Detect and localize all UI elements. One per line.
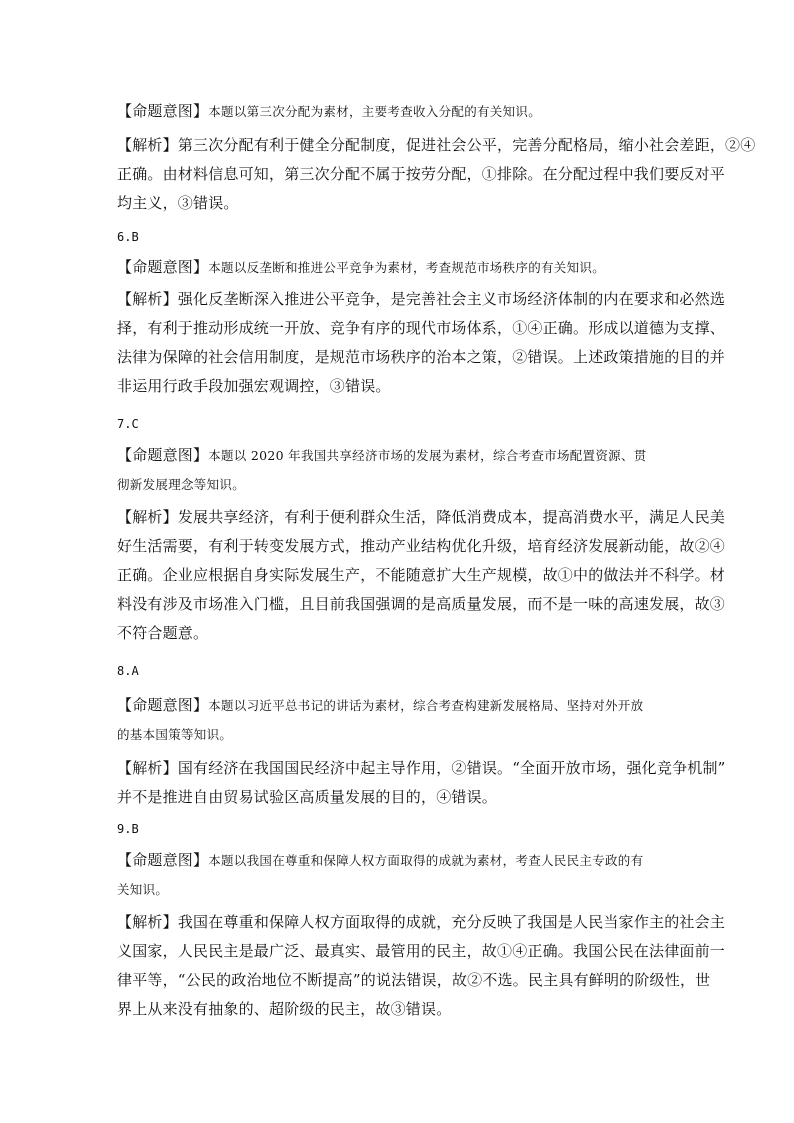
text-line: 好生活需要，有利于转变发展方式，推动产业结构优化升级，培育经济发展新动能，故②④ <box>117 537 726 555</box>
text-line: 的基本国策等知识。 <box>117 727 233 742</box>
text-line: 均主义，③错误。 <box>117 194 239 212</box>
answer-key: 9.B <box>117 822 139 836</box>
question-intent <box>117 846 677 904</box>
section-tag: 【解析】 <box>117 136 178 154</box>
text-line: 正确。由材料信息可知，第三次分配不属于按劳分配，①排除。在分配过程中我们要反对平 <box>117 165 726 183</box>
text-line: 【解析】发展共享经济，有利于便利群众生活，降低消费成本，提高消费水平，满足人民美 <box>117 508 726 526</box>
answer-analysis <box>117 754 726 812</box>
text-line: 界上从来没有抽象的、超阶级的民主，故③错误。 <box>117 1000 452 1018</box>
question-intent <box>117 441 677 499</box>
section-tag: 【解析】 <box>117 913 178 931</box>
text-line: 【命题意图】本题以习近平总书记的讲话为素材，综合考查构建新发展格局、坚持对外开放 <box>117 696 644 714</box>
text-line: 并不是推进自由贸易试验区高质量发展的目的，④错误。 <box>117 788 498 806</box>
text-line: 【解析】国有经济在我国国民经济中起主导作用，②错误。“全面开放市场，强化竞争机制” <box>117 759 726 777</box>
answer-key: 6.B <box>117 230 139 244</box>
section-tag: 【命题意图】 <box>117 851 209 869</box>
text-line: 关知识。 <box>117 882 169 897</box>
answer-analysis <box>117 285 726 401</box>
question-intent <box>117 253 677 282</box>
answer-key: 8.A <box>117 664 139 678</box>
section-tag: 【命题意图】 <box>117 696 209 714</box>
text-line: 律平等，“公民的政治地位不断提高”的说法错误，故②不选。民主具有鲜明的阶级性，世 <box>117 971 711 989</box>
section-tag: 【命题意图】 <box>117 258 209 276</box>
text-line: 择，有利于推动形成统一开放、竞争有序的现代市场体系，①④正确。形成以道德为支撑、 <box>117 319 726 337</box>
section-tag: 【命题意图】 <box>117 446 209 464</box>
answer-analysis <box>117 908 726 1024</box>
text-line: 【解析】第三次分配有利于健全分配制度，促进社会公平，完善分配格局，缩小社会差距，②④ <box>117 136 756 154</box>
answer-analysis <box>117 503 726 648</box>
text-line: 【解析】我国在尊重和保障人权方面取得的成就，充分反映了我国是人民当家作主的社会主 <box>117 913 726 931</box>
text-line: 彻新发展理念等知识。 <box>117 477 246 492</box>
text-line: 非运用行政手段加强宏观调控，③错误。 <box>117 377 391 395</box>
text-line: 不符合题意。 <box>117 624 209 642</box>
text-line: 【命题意图】本题以 2020 年我国共享经济市场的发展为素材，综合考查市场配置资源、贯 <box>117 446 647 464</box>
question-intent <box>117 97 677 126</box>
text-line: 料没有涉及市场准入门槛，且目前我国强调的是高质量发展，而不是一味的高速发展，故③ <box>117 595 726 613</box>
section-tag: 【解析】 <box>117 508 178 526</box>
section-tag: 【解析】 <box>117 759 178 777</box>
section-tag: 【解析】 <box>117 290 178 308</box>
text-line: 正确。企业应根据自身实际发展生产，不能随意扩大生产规模，故①中的做法并不科学。材 <box>117 566 726 584</box>
answer-key: 7.C <box>117 417 139 431</box>
text-line: 法律为保障的社会信用制度，是规范市场秩序的治本之策，②错误。上述政策措施的目的并 <box>117 348 726 366</box>
text-line: 【命题意图】本题以反垄断和推进公平竞争为素材，考查规范市场秩序的有关知识。 <box>117 258 606 276</box>
section-tag: 【命题意图】 <box>117 102 209 120</box>
text-line: 【命题意图】本题以第三次分配为素材，主要考查收入分配的有关知识。 <box>117 102 542 120</box>
question-intent <box>117 691 677 749</box>
text-line: 【解析】强化反垄断深入推进公平竞争，是完善社会主义市场经济体制的内在要求和必然选 <box>117 290 726 308</box>
answer-analysis <box>117 131 756 218</box>
text-line: 【命题意图】本题以我国在尊重和保障人权方面取得的成就为素材，考查人民民主专政的有 <box>117 851 644 869</box>
text-line: 义国家，人民民主是最广泛、最真实、最管用的民主，故①④正确。我国公民在法律面前一 <box>117 942 726 960</box>
